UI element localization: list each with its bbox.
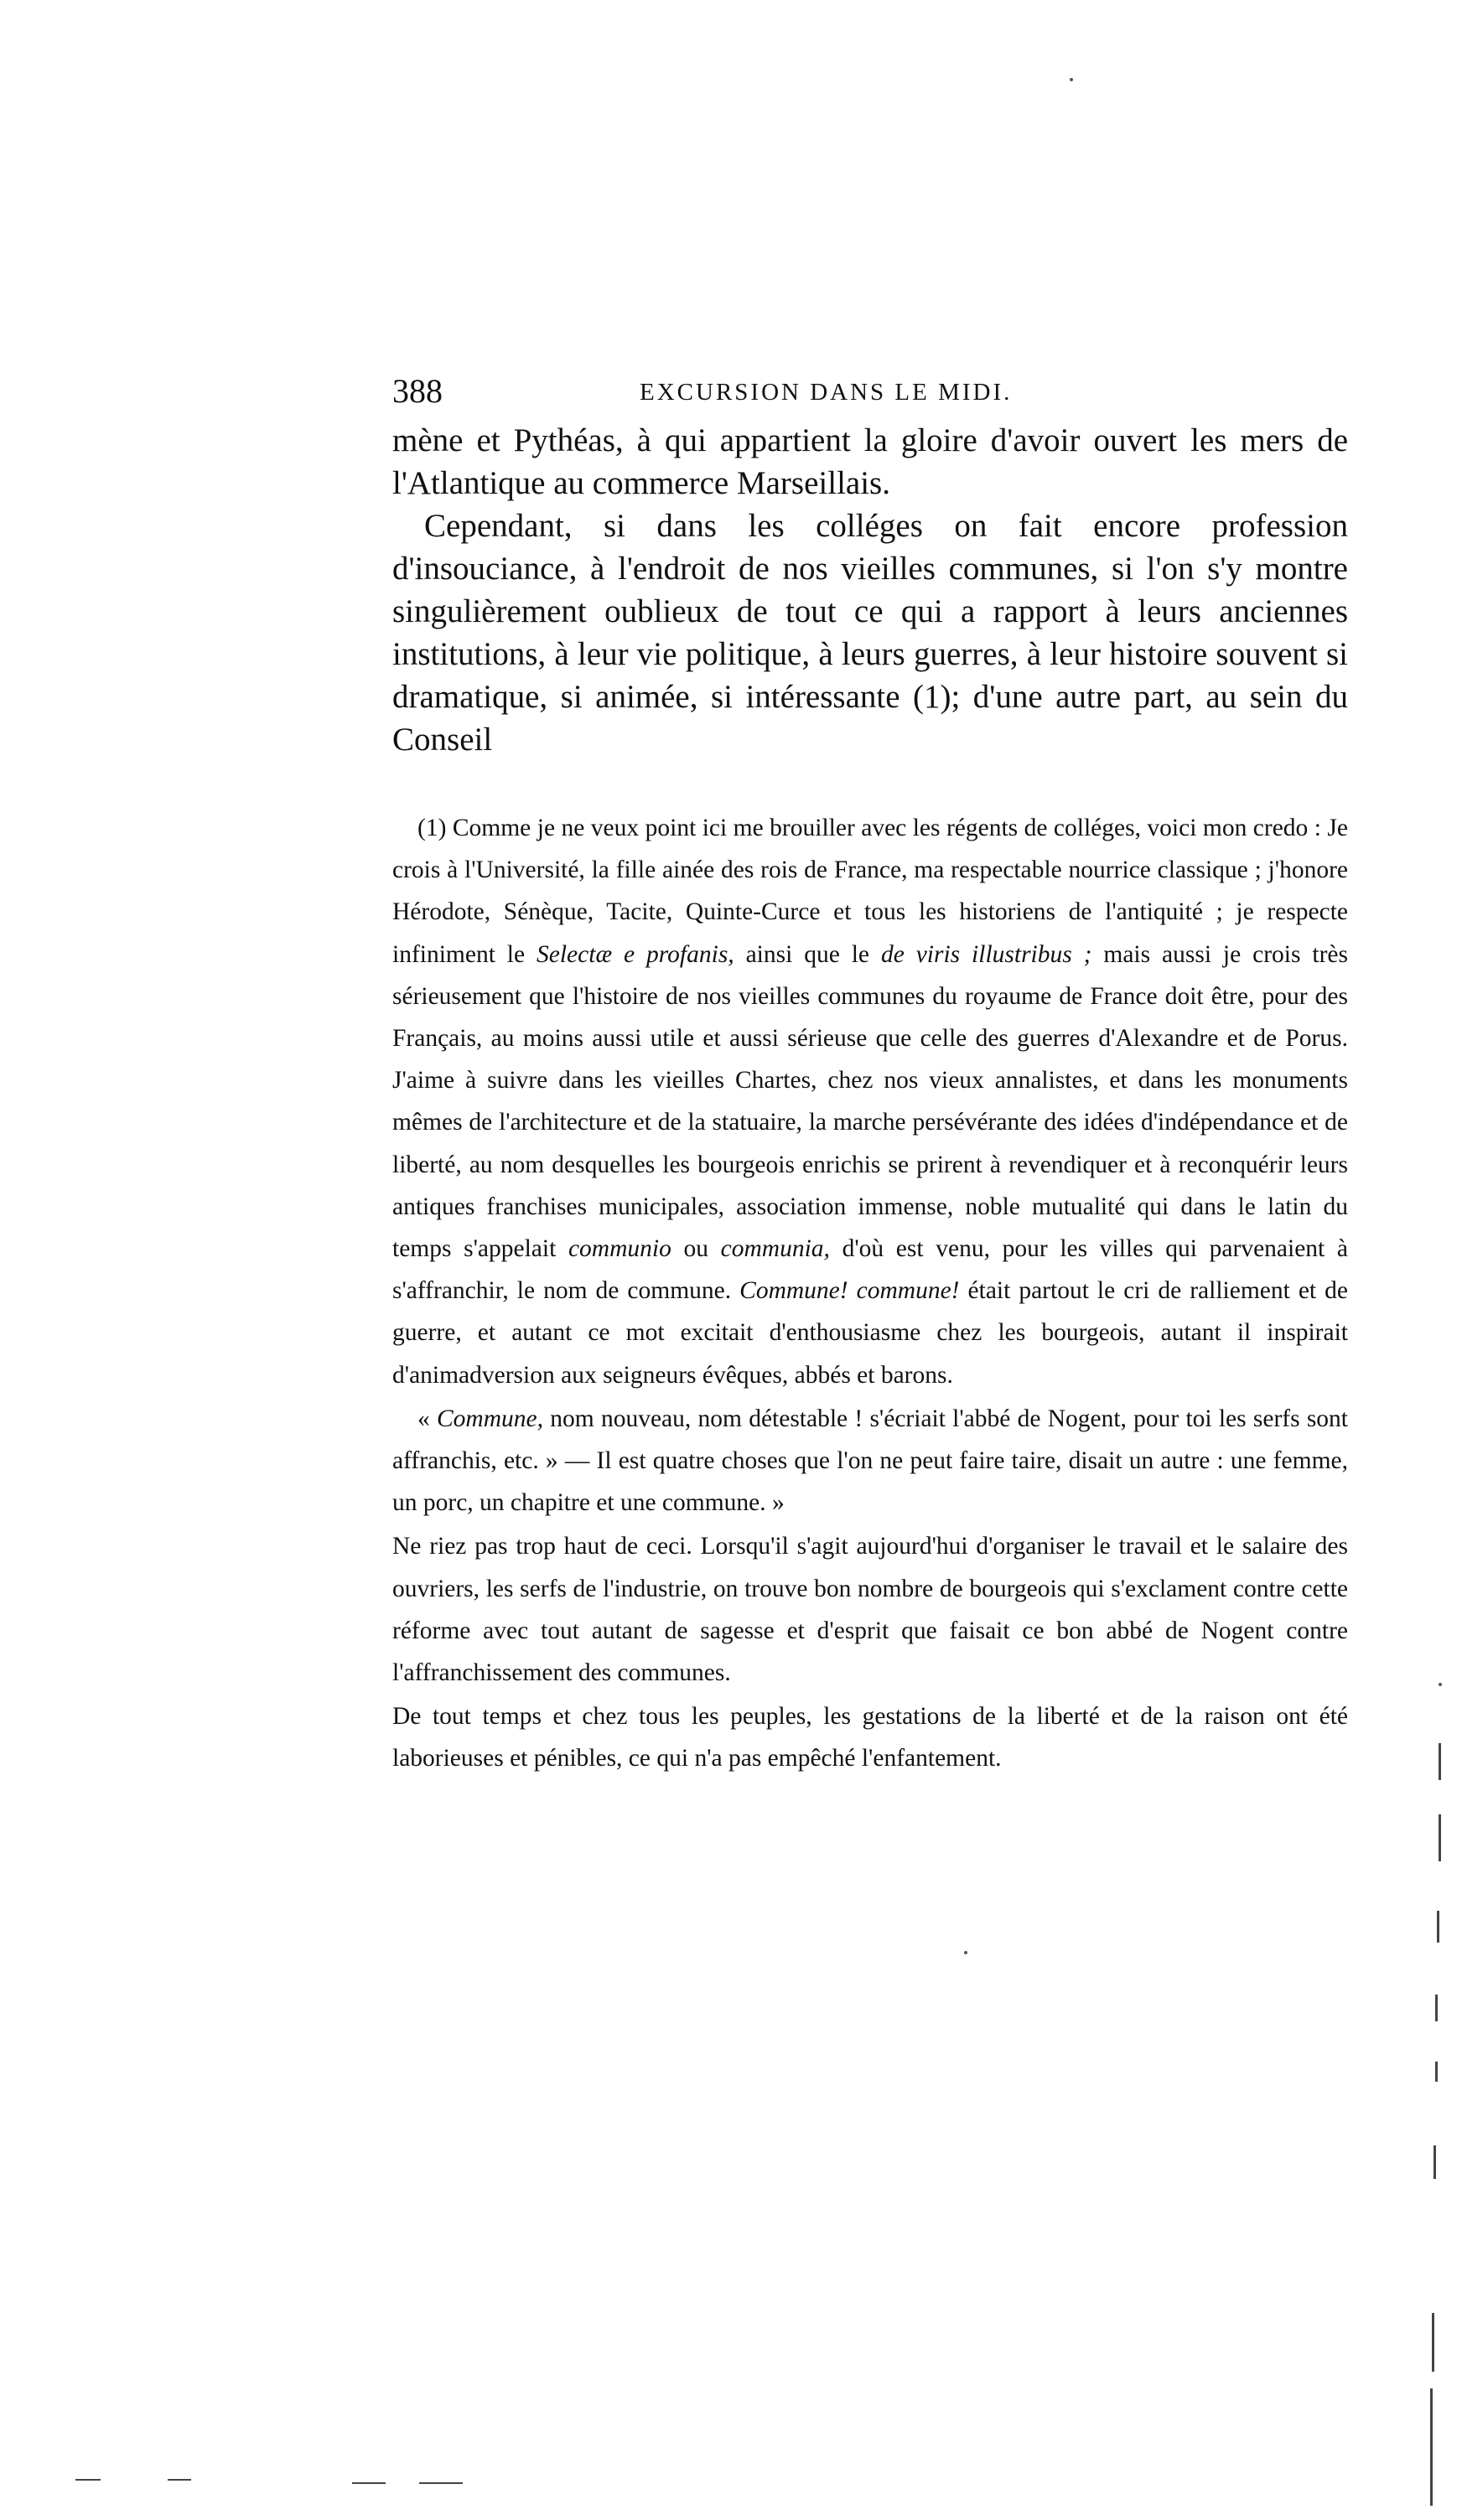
scan-artifact [1432,2313,1434,2372]
running-head: EXCURSION DANS LE MIDI. [640,379,1013,406]
main-text [392,419,1348,761]
scan-artifact [1437,1911,1439,1943]
footnote-paragraph-2: « Commune, nom nouveau, nom détestable ! s'écriait l'abbé de Nogent, pour toi les serfs sont affranchis, etc. » — Il est quatre choses que l'on ne peut faire taire, disait un autre : une femme, un porc, un chapitre et une commune. » [392,1405,1348,1517]
scan-artifact [1435,2062,1438,2082]
scan-artifact [419,2482,463,2484]
main-paragraph-1: mène et Pythéas, à qui appartient la gloire d'avoir ouvert les mers de l'Atlantique au commerce Marseillais. [392,422,1348,501]
scan-artifact [352,2482,386,2484]
scan-artifact [168,2479,191,2481]
scan-artifact [1439,1683,1442,1686]
scan-artifact [1433,2145,1436,2179]
scan-artifact [1439,1743,1441,1780]
footnote [392,807,1348,1780]
page-number: 388 [392,372,443,410]
scan-artifact [964,1951,967,1954]
scan-artifact [1435,1995,1438,2021]
scan-artifact [1439,1814,1441,1861]
footnote-paragraph-3: Ne riez pas trop haut de ceci. Lorsqu'il s'agit aujourd'hui d'organiser le travail et le salaire des ouvriers, les serfs de l'industrie, on trouve bon nombre de bourgeois qui s'exclament contre cette réforme avec tout autant de sagesse et d'esprit que faisait ce bon abbé de Nogent contre l'affranchissement des communes. [392,1533,1348,1687]
scan-artifact [1430,2388,1433,2506]
scan-artifact [75,2479,101,2481]
main-paragraph-2: Cependant, si dans les colléges on fait encore profession d'insouciance, à l'endroit de nos vieilles communes, si l'on s'y montre singulièrement oublieux de tout ce qui a rapport à leurs anciennes institutions, à leur vie politique, à leurs guerres, à leur histoire souvent si dramatique, si animée, si intéressante (1); d'une autre part, au sein du Conseil [392,508,1348,758]
footnote-paragraph-4: De tout temps et chez tous les peuples, les gestations de la liberté et de la raison ont été laborieuses et pénibles, ce qui n'a pas empêché l'enfantement. [392,1703,1348,1772]
footnote-paragraph-1: (1) Comme je ne veux point ici me brouiller avec les régents de colléges, voici mon credo : Je crois à l'Université, la fille ainée des rois de France, ma respectable nourrice classique ; j'honore Hérodote, Sénèque, Tacite, Quinte-Curce et tous les historiens de l'antiquité ; je respecte infiniment le Selectæ e profanis, ainsi que le de viris illustribus ; mais aussi je crois très sérieusement que l'histoire de nos vieilles communes du royaume de France doit être, pour des Français, au moins aussi utile et aussi sérieuse que celle des guerres d'Alexandre et de Porus. J'aime à suivre dans les vieilles Chartes, chez nos vieux annalistes, et dans les monuments mêmes de l'architecture et de la statuaire, la marche persévérante des idées d'indépendance et de liberté, au nom desquelles les bourgeois enrichis se prirent à revendiquer et à reconquérir leurs antiques franchises municipales, association immense, noble mutualité qui dans le latin du temps s'appelait communio ou communia, d'où est venu, pour les villes qui parvenaient à s'affranchir, le nom de commune. Commune! commune! était partout le cri de ralliement et de guerre, et autant ce mot excitait d'enthousiasme chez les bourgeois, autant il inspirait d'animadversion aux seigneurs évêques, abbés et barons. [392,815,1348,1389]
scan-artifact [1070,78,1073,81]
page-header [392,370,1340,412]
